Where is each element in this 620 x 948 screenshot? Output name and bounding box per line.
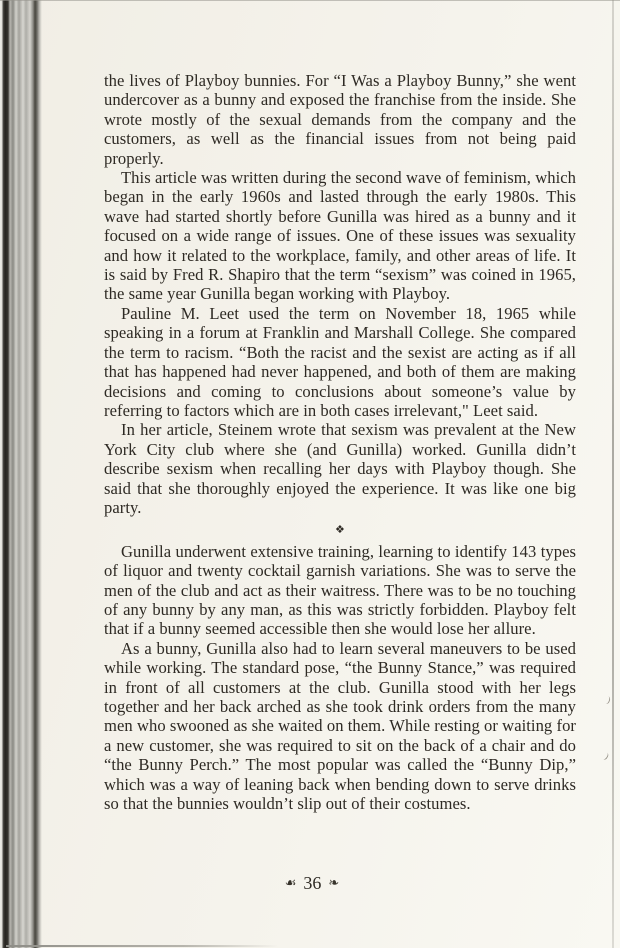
body-text-paragraph: Pauline M. Leet used the term on November 18, 1965 while speaking in a forum at Franklin and Marshall College. She compared the term to racism. “Both the racist and the sexist are acting as if all that has happened had never happened, and both of them are making decisions and coming to conclusions about someone’s value by referring to factors which are in both cases irrelevant," Leet said. bbox=[104, 303, 576, 420]
body-text-paragraph: As a bunny, Gunilla also had to learn several maneuvers to be used while working. The standard pose, “the Bunny Stance,” was required in front of all customers at the club. Gunilla stood with her legs together and her back arched as she took drink orders from the many men who swooned as she waited on them. While resting or waiting for a new customer, she was required to sit on the back of a chair and do “the Bunny Perch.” The most popular was called the “Bunny Dip,” which was a way of leaning back when bending down to serve drinks so that the bunnies wouldn’t slip out of their costumes. bbox=[104, 638, 576, 814]
page-crease-line bbox=[612, 0, 614, 948]
scan-edge-top-line bbox=[0, 0, 620, 1]
body-text-paragraph: the lives of Playboy bunnies. For “I Was a Playboy Bunny,” she went undercover as a bunny and exposed the franchise from the inside. She wrote mostly of the sexual demands from the company and the customers, as well as the financial issues from not being paid properly. bbox=[104, 71, 576, 168]
page-number: 36 bbox=[303, 873, 322, 893]
scan-artifact-mark bbox=[600, 751, 609, 761]
book-spine-page-edges bbox=[0, 0, 42, 948]
page-text bbox=[104, 71, 576, 813]
body-text-paragraph: This article was written during the second wave of feminism, which began in the early 1960s and lasted through the early 1980s. This wave had started shortly before Gunilla was hired as a bunny and it focused on a wide range of issues. One of these issues was sexuality and how it related to the workplace, family, and other areas of life. It is said by Fred R. Shapiro that the term “sexism” was coined in 1965, the same year Gunilla began working with Playboy. bbox=[104, 168, 576, 304]
footer-ornament-left-icon: ☙ bbox=[284, 876, 297, 891]
scan-artifact-mark bbox=[603, 695, 611, 704]
body-text-paragraph: Gunilla underwent extensive training, learning to identify 143 types of liquor and twenty cocktail garnish variations. She was to serve the men of the club and act as their waitress. There was to be no touching of any bunny by any man, as this was strictly forbidden. Playboy felt that if a bunny seemed accessible then she would lose her allure. bbox=[104, 541, 576, 639]
section-divider-ornament: ❖ bbox=[335, 523, 345, 537]
body-text-paragraph: In her article, Steinem wrote that sexism was prevalent at the New York City club where she (and Gunilla) worked. Gunilla didn’t describe sexism when recalling her days with Playboy though. She said that she thoroughly enjoyed the experience. It was like one big party. bbox=[104, 420, 576, 517]
page-footer bbox=[76, 873, 548, 894]
scan-edge-bottom-line bbox=[6, 945, 278, 947]
footer-ornament-right-icon: ❧ bbox=[328, 876, 340, 891]
